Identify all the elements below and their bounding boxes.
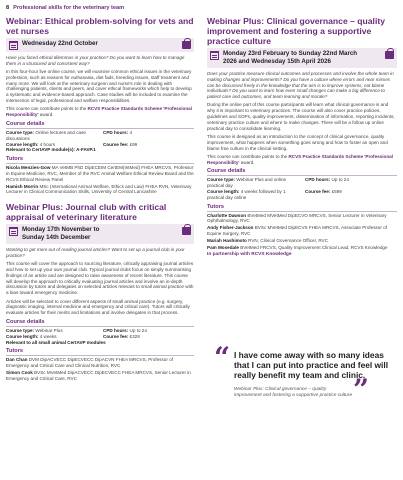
- course-title: Webinar Plus: Clinical governance – quality improvement and fostering a supportive practice culture: [207, 16, 385, 46]
- tutor-entry: Mariah Hashimoto RVN, Clinical Governance Officer, RVC: [207, 237, 329, 243]
- course-details-heading: Course details: [6, 319, 194, 327]
- course-date: Monday 23rd February to Sunday 22nd March 2026 and Wednesday 15th April 2026: [223, 50, 358, 65]
- course-details: Course type: Webinar Plus and online practical day CPD hours: Up to 24 Course length: 4 weeks followed by 1 practical day online Course fee: £599: [207, 177, 349, 200]
- close-quote-icon: ”: [353, 373, 370, 406]
- course-pss-note: This course can contribute points to the RCVS Practice Standards Scheme 'Professional Responsibility' award.: [6, 106, 192, 118]
- online-lock-icon: [385, 51, 394, 59]
- course-length: 4 weeks followed by 1 practical day online: [207, 189, 286, 200]
- course-type: Webinar Plus: [35, 327, 63, 333]
- course-clinical-governance: [207, 16, 397, 257]
- tutor-entry: Dan Chan DVM DipACVECC DipECVECC DipACVN FHEA MRCVS, Professor of Emergency and Critical Care and Clinical Nutrition, RVC: [6, 357, 173, 369]
- course-date-bar: [6, 38, 194, 52]
- calendar-icon: [210, 51, 219, 60]
- certavp-relevance: Relevant to all small animal CertAVP modules: [6, 339, 106, 345]
- course-date: Monday 17th November to Sunday 14th December: [22, 226, 100, 242]
- course-ethical-problem-solving: [6, 16, 194, 195]
- course-date: Wednesday 22nd October: [22, 40, 98, 47]
- section-title: Professional skills for the veterinary team: [13, 5, 125, 11]
- pss-award-link[interactable]: RCVS Practice Standards Scheme 'Professional Responsibility': [207, 153, 393, 165]
- course-type: Online lectures and case discussions: [6, 129, 86, 141]
- page-header: [6, 3, 124, 13]
- course-intro: Wanting to get more out of reading journal articles? Want to set up a journal club in your practice?: [6, 247, 185, 258]
- course-fee: £329: [129, 333, 140, 339]
- course-fee: £599: [331, 189, 342, 195]
- quote-text: I have come away with so many ideas that I can put into practice and feel will really benefit my team and clinic.: [234, 350, 389, 381]
- online-lock-icon: [182, 41, 191, 49]
- cpd-hours: Up to 24: [331, 177, 349, 183]
- course-pss-note: This course can contribute points to the RCVS Practice Standards Scheme 'Professional Responsibility' award.: [207, 153, 393, 165]
- calendar-icon: [9, 227, 18, 236]
- course-type: Webinar Plus and online practical day: [207, 177, 287, 189]
- pss-award-link[interactable]: RCVS Practice Standards Scheme 'Professional Responsibility': [6, 106, 192, 118]
- tutor-entry: Andy Fisher-Jackson BVSc MVetMed DipECVS FHEA MRCVS, Associate Professor of Equine Surgery, RVC: [207, 225, 387, 237]
- tutor-entry: Nicola Menzies-Gow MA VetMB PhD DipECEIM CertEM(IntMed) FHEA MRCVS, Professor in Equine Medicine, RVC, Member of the RVC Animal Welfare Ethical Review Board and the RCVS Ethical Review Panel: [6, 165, 194, 182]
- course-fee: £99: [129, 141, 138, 147]
- course-details-heading: Course details: [207, 168, 397, 176]
- course-description: During the online part of this course participants will learn what clinical governance is and why it is important to veterinary practices. The course will also cover practice policies, guidelines and SOPs, quality improvement, dissemination of information, reporting incidents, veterinary practice culture and where to make changes. There will be a follow up online practical day to consolidate learning.: [207, 102, 395, 131]
- tutor-entry: Simon Cook BVSc MVetMed DipACVECC DipECVECC FHEA MRCVS, Senior Lecturer in Emergency and Critical Care, RVC: [6, 369, 191, 381]
- tutors-heading: Tutors: [207, 204, 397, 212]
- course-description: This course will cover the approach to sourcing literature, critically appraising journal articles and how to set up your own journal club. Typical journal clubs focus on simply summarising findings of an article and are designed to raise awareness of recent literature. This course will develop the approach to critically evaluating journal articles and involve an in-depth discussion by tutors and delegates on selected articles relevant to small animal practice with a bias toward emergency medicine.: [6, 261, 194, 296]
- tutor-entry: Pam Mosedale BVetMed FRCVS, Quality Improvement Clinical Lead, RCVS Knowledge: [207, 244, 388, 250]
- tutor-entry: Charlotte Dawson BVetMed MVetMed DipECVO MRCVS, Senior Lecturer in Veterinary Ophthalmology, RVC: [207, 212, 387, 224]
- page-number: 8: [6, 5, 10, 11]
- tutors-heading: Tutors: [6, 348, 194, 356]
- course-description: In this four-hour live online course, we will examine common ethical issues in the veterinary profession, such as reasons for euthanasia, diet fads, breeding issues, staff treatment and many more. We will look at the veterinary surgeon and nurse's role in dealing with challenging patients, clients and peers, and cover ethical frameworks which help to develop a systematic and evidence-based approach. Case studies will be included to examine the intersection of legal, professional and welfare responsibilities.: [6, 69, 192, 104]
- left-column: [6, 16, 194, 382]
- course-intro: Have you faced ethical dilemmas in your practice? Do you want to learn how to manage them in a structured and consistent way?: [6, 55, 185, 66]
- course-description-2: This course is designed as an introduction to the concept of clinical governance, quality improvement, what happens when something goes wrong and how to foster an open and blame free culture in the clinical setting.: [207, 133, 388, 151]
- course-length: 4 weeks: [39, 333, 57, 339]
- course-date-bar: [6, 224, 194, 244]
- partnership-note: In partnership with RCVS Knowledge: [207, 252, 292, 258]
- course-title: Webinar Plus: Journal club with critical appraisal of veterinary literature: [6, 202, 167, 223]
- course-intro: Does your practice measure clinical outcomes and processes and involve the whole team in making changes and improvements? Do you have a culture where errors and near misses can be discussed freely in the knowledge that the aim is to improve systems, not blame individuals? Do you want to learn how even small changes can make a big difference to patient care and outcomes, and team learning and morale?: [207, 71, 394, 100]
- cpd-hours: Up to 24: [129, 327, 147, 333]
- online-lock-icon: [182, 227, 191, 235]
- course-length: 4 hours: [39, 141, 56, 147]
- course-title: Webinar: Ethical problem-solving for vets and vet nurses: [6, 16, 194, 36]
- testimonial-quote: [214, 341, 397, 406]
- quote-attribution: Webinar Plus: Clinical governance – quality improvement and fostering a supportive practice culture: [234, 386, 353, 398]
- calendar-icon: [9, 41, 18, 50]
- tutor-entry: Hamish Morrin MSc (International Animal Welfare, Ethics and Law) FHEA RVN, Veterinary Lecturer in Clinical Communication Skills, University of Central Lancashire: [6, 183, 192, 195]
- course-description-2: Articles will be selected to cover different aspects of small animal practice (e.g. surgery, diagnostic imaging, internal medicine and emergency and critical care). Tutors will critically evaluate articles for their merits and limitations and involve delegates in that process.: [6, 298, 190, 316]
- course-details: Course type: Webinar Plus CPD hours: Up to 24 Course length: 4 weeks Course fee: £329 Relevant to all small animal CertAVP modules: [6, 328, 194, 345]
- open-quote-icon: “: [214, 341, 231, 374]
- course-date-bar: [207, 48, 397, 68]
- certavp-relevance: Relevant to CertAVP module(s): A-FAVP.1: [6, 147, 96, 153]
- course-details-heading: Course details: [6, 121, 194, 129]
- tutors-heading: Tutors: [6, 156, 194, 164]
- right-column: [207, 16, 397, 257]
- course-journal-club: [6, 202, 194, 381]
- course-details: Course type: Online lectures and case discussions CPD hours: 4 Course length: 4 hours Course fee: £99 Relevant to CertAVP module(s): A-FAVP.1: [6, 130, 194, 153]
- cpd-hours: 4: [129, 129, 133, 135]
